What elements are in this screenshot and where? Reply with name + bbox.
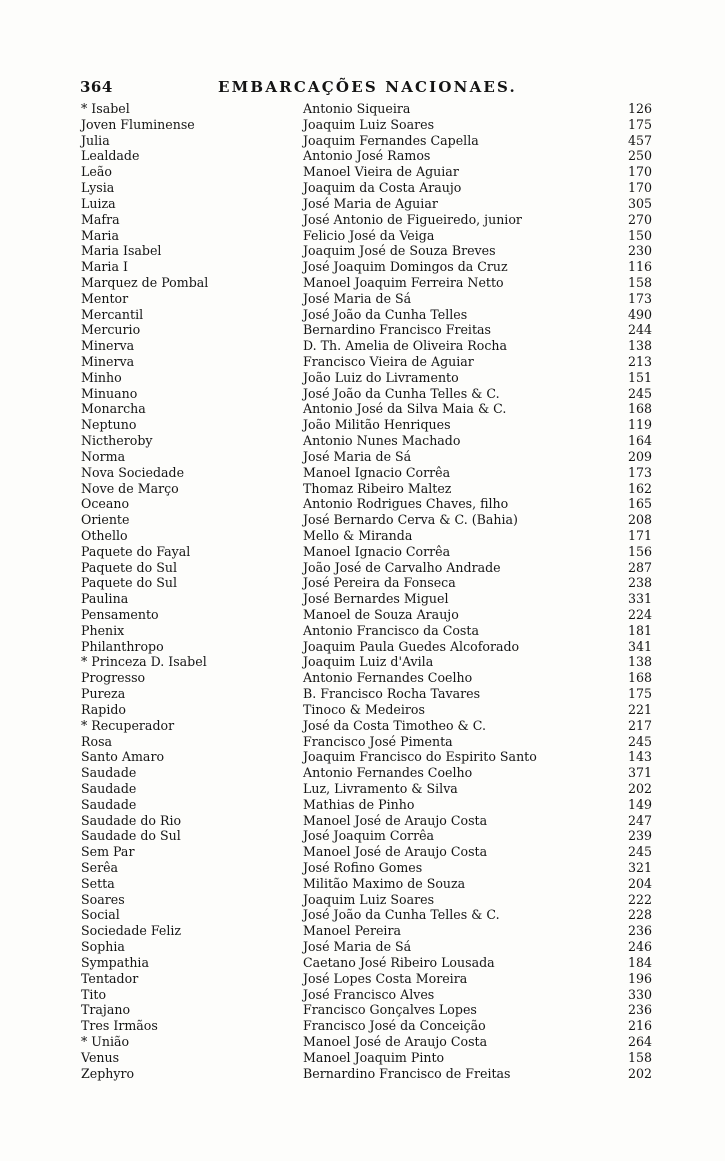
vessel-name: Minerva <box>81 338 135 354</box>
tonnage: 119 <box>627 417 652 433</box>
table-row <box>0 987 725 1003</box>
owner-name: Antonio Nunes Machado <box>303 433 461 449</box>
tonnage: 175 <box>627 686 652 702</box>
owner-name: Joaquim Paula Guedes Alcoforado <box>303 638 520 654</box>
tonnage: 236 <box>627 1002 652 1018</box>
owner-name: Felicio José da Veiga <box>303 227 435 243</box>
vessel-name: Phenix <box>81 622 125 638</box>
tonnage: 158 <box>627 274 652 290</box>
owner-name: Francisco José Pimenta <box>303 733 453 749</box>
table-row <box>0 212 725 228</box>
vessel-name: * União <box>81 1033 130 1049</box>
tonnage: 236 <box>627 923 652 939</box>
table-row <box>0 465 725 481</box>
table-row <box>0 892 725 908</box>
vessel-name: * Recuperador <box>81 717 175 733</box>
vessel-name: Setta <box>81 875 115 891</box>
owner-name: Joaquim Luiz d'Avila <box>303 654 434 670</box>
table-row <box>0 370 725 386</box>
table-row <box>0 639 725 655</box>
vessel-name: Rapido <box>81 701 127 717</box>
vessel-name: Neptuno <box>81 417 137 433</box>
vessel-name: * Isabel <box>81 101 130 116</box>
table-row <box>0 939 725 955</box>
table-row <box>0 417 725 433</box>
table-row <box>0 101 725 117</box>
tonnage: 490 <box>627 306 652 322</box>
owner-name: Antonio José da Silva Maia & C. <box>303 401 507 417</box>
tonnage: 202 <box>627 1065 652 1081</box>
vessel-name: Marquez de Pombal <box>81 274 209 290</box>
owner-name: Joaquim Luiz Soares <box>303 891 435 907</box>
vessel-name: Norma <box>81 448 126 464</box>
table-row <box>0 354 725 370</box>
table-row <box>0 322 725 338</box>
owner-name: Thomaz Ribeiro Maltez <box>303 480 452 496</box>
table-row <box>0 307 725 323</box>
tonnage: 247 <box>627 812 652 828</box>
tonnage: 305 <box>627 195 652 211</box>
table-row <box>0 670 725 686</box>
table-row <box>0 718 725 734</box>
owner-name: José Pereira da Fonseca <box>303 575 456 591</box>
owner-name: José Maria de Aguiar <box>303 195 438 211</box>
owner-name: Francisco José da Conceição <box>303 1018 486 1034</box>
tonnage: 202 <box>627 780 652 796</box>
table-row <box>0 117 725 133</box>
table-row <box>0 907 725 923</box>
owner-name: José Lopes Costa Moreira <box>303 970 468 986</box>
tonnage: 181 <box>627 622 652 638</box>
vessel-name: Minho <box>81 369 122 385</box>
owner-name: José Maria de Sá <box>303 939 412 955</box>
table-row <box>0 481 725 497</box>
tonnage: 170 <box>627 164 652 180</box>
vessel-name: Maria I <box>81 259 128 275</box>
owner-name: Mathias de Pinho <box>303 796 415 812</box>
tonnage: 173 <box>627 464 652 480</box>
table-row <box>0 781 725 797</box>
table-row <box>0 607 725 623</box>
vessel-name: Pureza <box>81 686 126 702</box>
owner-name: José João da Cunha Telles <box>303 306 468 322</box>
table-row <box>0 164 725 180</box>
vessel-name: Philanthropo <box>81 638 164 654</box>
table-row <box>0 148 725 164</box>
vessel-name: Sem Par <box>81 844 135 860</box>
table-row <box>0 401 725 417</box>
table-row <box>0 971 725 987</box>
vessel-name: Rosa <box>81 733 113 749</box>
tonnage: 238 <box>627 575 652 591</box>
table-row <box>0 955 725 971</box>
owner-name: D. Th. Amelia de Oliveira Rocha <box>303 338 507 354</box>
owner-name: Manoel Vieira de Aguiar <box>303 164 459 180</box>
vessel-name: Saudade <box>81 780 137 796</box>
tonnage: 149 <box>627 796 652 812</box>
tonnage: 321 <box>627 860 652 875</box>
tonnage: 250 <box>627 148 652 164</box>
table-row <box>0 275 725 291</box>
tonnage: 208 <box>627 512 652 528</box>
tonnage: 156 <box>627 543 652 559</box>
table-row <box>0 528 725 544</box>
tonnage: 143 <box>627 749 652 765</box>
owner-name: Bernardino Francisco Freitas <box>303 322 491 338</box>
vessel-name: Progresso <box>81 670 146 686</box>
owner-name: José da Costa Timotheo & C. <box>303 717 486 733</box>
page-number: 364 <box>80 78 113 96</box>
vessel-name: Joven Fluminense <box>81 116 195 132</box>
table-row <box>0 133 725 149</box>
tonnage: 213 <box>627 354 652 369</box>
table-row <box>0 180 725 196</box>
owner-name: Mello & Miranda <box>303 527 413 543</box>
table-row <box>0 496 725 512</box>
owner-name: Tinoco & Medeiros <box>303 701 425 717</box>
owner-name: Antonio Fernandes Coelho <box>303 765 473 781</box>
owner-name: Antonio Rodrigues Chaves, filho <box>303 496 509 512</box>
tonnage: 138 <box>627 654 652 670</box>
vessel-name: Paquete do Sul <box>81 559 177 575</box>
tonnage: 341 <box>627 638 652 654</box>
table-row <box>0 844 725 860</box>
table-row <box>0 1034 725 1050</box>
owner-name: José Joaquim Corrêa <box>303 828 435 844</box>
tonnage: 196 <box>627 970 652 986</box>
vessel-name: Sophia <box>81 939 125 955</box>
table-row <box>0 243 725 259</box>
tonnage: 245 <box>627 844 652 860</box>
tonnage: 246 <box>627 939 652 955</box>
vessel-name: Nove de Março <box>81 480 179 496</box>
tonnage: 239 <box>627 828 652 844</box>
tonnage: 165 <box>627 496 652 512</box>
owner-name: Manoel José de Araujo Costa <box>303 812 488 828</box>
table-row <box>0 623 725 639</box>
owner-name: Manoel José de Araujo Costa <box>303 844 488 860</box>
vessel-name: Mercantil <box>81 306 144 322</box>
owner-name: Manoel Joaquim Ferreira Netto <box>303 274 504 290</box>
vessel-name: Lealdade <box>81 148 140 164</box>
tonnage: 228 <box>627 907 652 923</box>
vessel-name: Sociedade Feliz <box>81 923 182 939</box>
tonnage: 184 <box>627 954 652 970</box>
tonnage: 244 <box>627 322 652 338</box>
tonnage: 164 <box>627 433 652 449</box>
owner-name: Joaquim da Costa Araujo <box>303 180 462 196</box>
vessel-name: Oceano <box>81 496 130 512</box>
tonnage: 457 <box>627 132 652 148</box>
vessel-name: Sympathia <box>81 954 149 970</box>
vessel-name: Minuano <box>81 385 138 401</box>
table-row <box>0 1018 725 1034</box>
table-row <box>0 813 725 829</box>
owner-name: Francisco Vieira de Aguiar <box>303 354 474 369</box>
tonnage: 168 <box>627 401 652 417</box>
owner-name: Antonio José Ramos <box>303 148 431 164</box>
vessel-name: Paquete do Sul <box>81 575 177 591</box>
tonnage: 138 <box>627 338 652 354</box>
owner-name: José Joaquim Domingos da Cruz <box>303 259 508 275</box>
vessel-name: Saudade do Sul <box>81 828 181 844</box>
table-row <box>0 259 725 275</box>
table-row <box>0 876 725 892</box>
owner-name: José João da Cunha Telles & C. <box>303 385 500 401</box>
vessel-name: Social <box>81 907 120 923</box>
owner-name: Militão Maximo de Souza <box>303 875 466 891</box>
vessel-name: Saudade <box>81 765 137 781</box>
tonnage: 330 <box>627 986 652 1002</box>
vessel-name: Mercurio <box>81 322 141 338</box>
owner-name: Bernardino Francisco de Freitas <box>303 1065 511 1081</box>
owner-name: José Bernardes Miguel <box>303 591 449 607</box>
owner-name: José João da Cunha Telles & C. <box>303 907 500 923</box>
tonnage: 230 <box>627 243 652 259</box>
vessel-name: Nictheroby <box>81 433 153 449</box>
table-row <box>0 654 725 670</box>
table-row <box>0 591 725 607</box>
vessel-name: Mentor <box>81 290 129 306</box>
table-row <box>0 386 725 402</box>
table-row <box>0 228 725 244</box>
vessel-name: * Princeza D. Isabel <box>81 654 207 670</box>
vessel-name: Nova Sociedade <box>81 464 185 480</box>
running-title: EMBARCAÇÕES NACIONAES. <box>218 78 517 96</box>
owner-name: Joaquim Luiz Soares <box>303 116 435 132</box>
vessel-name: Maria <box>81 227 119 243</box>
table-row <box>0 749 725 765</box>
owner-name: B. Francisco Rocha Tavares <box>303 686 481 702</box>
owner-name: Antonio Francisco da Costa <box>303 622 479 638</box>
tonnage: 171 <box>627 527 652 543</box>
vessel-name: Saudade <box>81 796 137 812</box>
tonnage: 168 <box>627 670 652 686</box>
tonnage: 331 <box>627 591 652 607</box>
owner-name: Manoel de Souza Araujo <box>303 607 459 622</box>
tonnage: 116 <box>627 259 652 275</box>
table-row <box>0 765 725 781</box>
tonnage: 150 <box>627 227 652 243</box>
table-row <box>0 702 725 718</box>
tonnage: 371 <box>627 765 652 781</box>
vessel-name: Maria Isabel <box>81 243 162 259</box>
table-row <box>0 575 725 591</box>
vessel-name: Santo Amaro <box>81 749 165 765</box>
tonnage: 245 <box>627 385 652 401</box>
vessel-name: Tres Irmãos <box>81 1018 158 1034</box>
vessel-register-table <box>0 101 725 1081</box>
vessel-name: Trajano <box>81 1002 131 1018</box>
tonnage: 264 <box>627 1033 652 1049</box>
owner-name: José Maria de Sá <box>303 448 412 464</box>
tonnage: 221 <box>627 701 652 717</box>
vessel-name: Paquete do Fayal <box>81 543 191 559</box>
owner-name: João José de Carvalho Andrade <box>303 559 501 575</box>
owner-name: Caetano José Ribeiro Lousada <box>303 954 495 970</box>
owner-name: José Antonio de Figueiredo, junior <box>303 211 522 227</box>
table-row <box>0 291 725 307</box>
tonnage: 170 <box>627 180 652 196</box>
vessel-name: Zephyro <box>81 1065 135 1081</box>
table-row <box>0 560 725 576</box>
owner-name: Joaquim Fernandes Capella <box>303 132 479 148</box>
table-row <box>0 1066 725 1082</box>
vessel-name: Leão <box>81 164 112 180</box>
tonnage: 151 <box>627 369 652 385</box>
owner-name: Antonio Siqueira <box>303 101 411 116</box>
owner-name: José Bernardo Cerva & C. (Bahia) <box>303 512 518 528</box>
owner-name: José Francisco Alves <box>303 986 435 1002</box>
owner-name: José Maria de Sá <box>303 290 412 306</box>
tonnage: 287 <box>627 559 652 575</box>
table-row <box>0 1050 725 1066</box>
owner-name: Antonio Fernandes Coelho <box>303 670 473 686</box>
vessel-name: Luiza <box>81 195 116 211</box>
vessel-name: Monarcha <box>81 401 146 417</box>
owner-name: Manoel Ignacio Corrêa <box>303 543 451 559</box>
tonnage: 217 <box>627 717 652 733</box>
table-row <box>0 196 725 212</box>
owner-name: Joaquim Francisco do Espirito Santo <box>303 749 537 765</box>
owner-name: Joaquim José de Souza Breves <box>303 243 496 259</box>
tonnage: 126 <box>627 101 652 116</box>
owner-name: Luz, Livramento & Silva <box>303 780 458 796</box>
tonnage: 270 <box>627 211 652 227</box>
owner-name: Manoel Ignacio Corrêa <box>303 464 451 480</box>
tonnage: 222 <box>627 891 652 907</box>
tonnage: 224 <box>627 607 652 622</box>
owner-name: Manoel Pereira <box>303 923 401 939</box>
owner-name: Manoel Joaquim Pinto <box>303 1049 445 1065</box>
vessel-name: Paulina <box>81 591 129 607</box>
table-row <box>0 797 725 813</box>
table-row <box>0 860 725 876</box>
vessel-name: Soares <box>81 891 125 907</box>
vessel-name: Tito <box>81 986 107 1002</box>
table-row <box>0 449 725 465</box>
vessel-name: Lysia <box>81 180 115 196</box>
vessel-name: Minerva <box>81 354 135 369</box>
tonnage: 158 <box>627 1049 652 1065</box>
tonnage: 162 <box>627 480 652 496</box>
vessel-name: Venus <box>81 1049 120 1065</box>
tonnage: 204 <box>627 875 652 891</box>
table-row <box>0 544 725 560</box>
vessel-name: Serêa <box>81 860 119 875</box>
table-row <box>0 1002 725 1018</box>
table-row <box>0 433 725 449</box>
vessel-name: Saudade do Rio <box>81 812 182 828</box>
table-row <box>0 338 725 354</box>
vessel-name: Pensamento <box>81 607 159 622</box>
owner-name: Francisco Gonçalves Lopes <box>303 1002 477 1018</box>
tonnage: 245 <box>627 733 652 749</box>
table-row <box>0 923 725 939</box>
owner-name: Manoel José de Araujo Costa <box>303 1033 488 1049</box>
tonnage: 173 <box>627 290 652 306</box>
vessel-name: Tentador <box>81 970 139 986</box>
tonnage: 175 <box>627 116 652 132</box>
owner-name: José Rofino Gomes <box>303 860 423 875</box>
table-row <box>0 686 725 702</box>
tonnage: 209 <box>627 448 652 464</box>
vessel-name: Othello <box>81 527 128 543</box>
owner-name: João Luiz do Livramento <box>303 369 459 385</box>
vessel-name: Julia <box>81 132 110 148</box>
tonnage: 216 <box>627 1018 652 1034</box>
table-row <box>0 734 725 750</box>
table-row <box>0 512 725 528</box>
vessel-name: Mafra <box>81 211 120 227</box>
vessel-name: Oriente <box>81 512 130 528</box>
table-row <box>0 828 725 844</box>
owner-name: João Militão Henriques <box>303 417 451 433</box>
